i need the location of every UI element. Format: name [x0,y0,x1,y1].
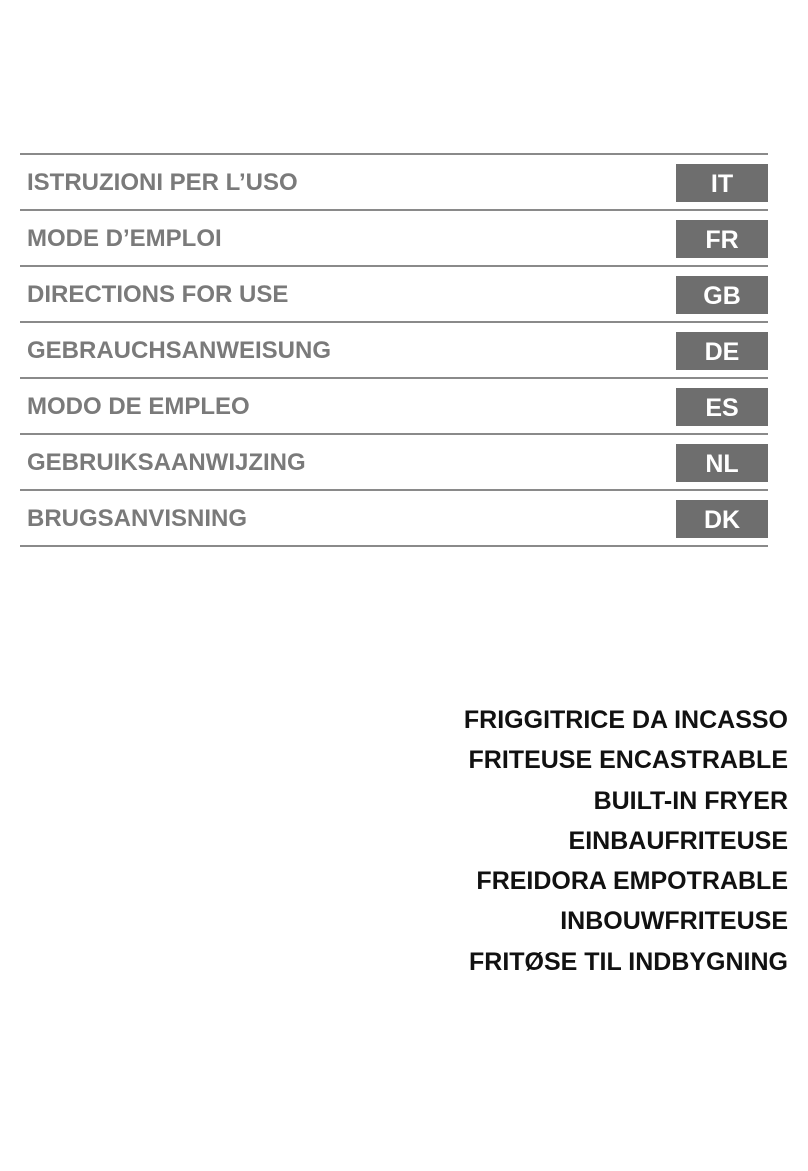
product-title-gb: BUILT-IN FRYER [593,786,788,815]
language-code-badge: FR [676,220,768,258]
language-code-badge: NL [676,444,768,482]
product-title-list [464,700,788,982]
product-title-dk: FRITØSE TIL INDBYGNING [469,947,788,976]
language-label: MODE D’EMPLOI [27,225,222,252]
language-index-table [20,153,768,547]
product-title-de: EINBAUFRITEUSE [568,826,788,855]
language-row-nl [20,435,768,491]
language-label: GEBRAUCHSANWEISUNG [27,337,332,364]
language-label: GEBRUIKSAANWIJZING [27,449,306,476]
language-row-it [20,155,768,211]
language-label: MODO DE EMPLEO [27,393,250,420]
language-label: BRUGSANVISNING [27,505,248,532]
product-title-nl: INBOUWFRITEUSE [560,907,788,936]
product-title-fr: FRITEUSE ENCASTRABLE [468,746,788,775]
language-code-badge: GB [676,276,768,314]
language-row-gb [20,267,768,323]
language-code-badge: DK [676,500,768,538]
language-label: ISTRUZIONI PER L’USO [27,169,298,196]
language-code-badge: DE [676,332,768,370]
language-code-badge: IT [676,164,768,202]
language-row-dk [20,491,768,547]
language-row-fr [20,211,768,267]
language-code-badge: ES [676,388,768,426]
language-row-de [20,323,768,379]
product-title-es: FREIDORA EMPOTRABLE [476,867,788,896]
language-label: DIRECTIONS FOR USE [27,281,289,308]
language-row-es [20,379,768,435]
product-title-it: FRIGGITRICE DA INCASSO [463,706,788,734]
